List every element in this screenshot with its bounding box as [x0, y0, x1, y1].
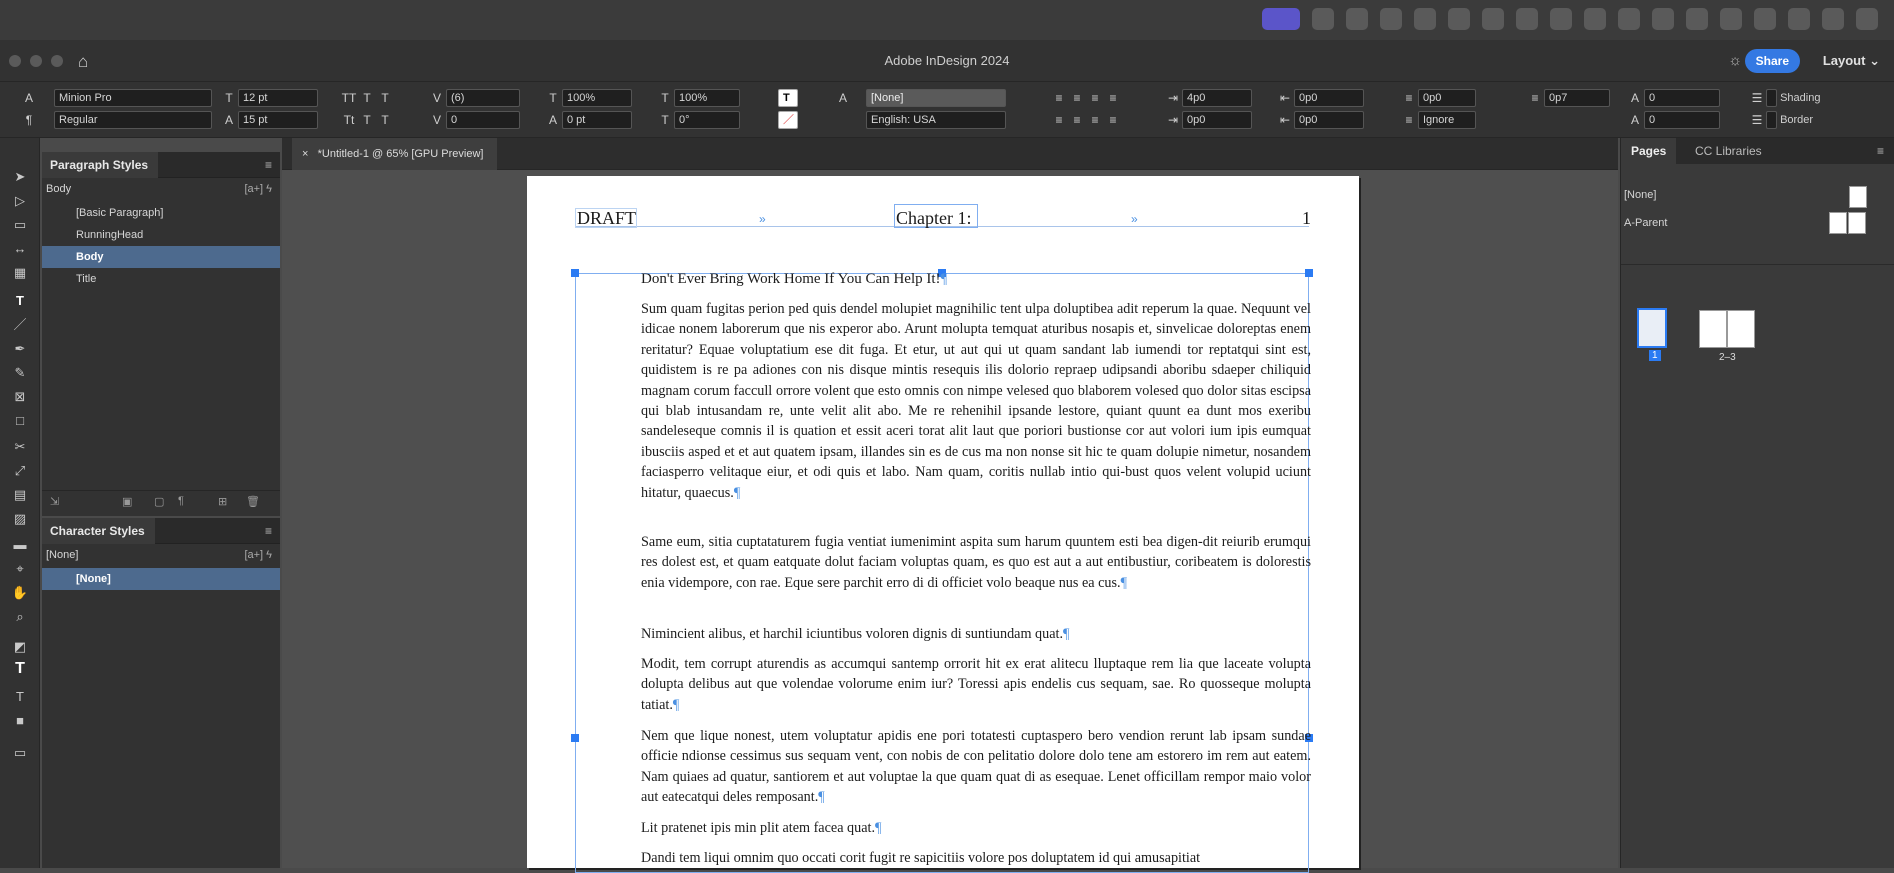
- numbering-icon[interactable]: ☰: [1751, 113, 1763, 127]
- home-icon[interactable]: ⌂: [78, 52, 89, 71]
- body-paragraph: [641, 848, 1311, 868]
- body-paragraph-text: Dandi tem liqui omnim quo occati corit fugit re sapicitiis volore pos doluptatem id qui amusapitiat: [641, 850, 1201, 866]
- border-label: Border: [1780, 114, 1814, 126]
- resize-handle[interactable]: [571, 734, 579, 742]
- gap-tool-icon[interactable]: ↔: [13, 241, 27, 256]
- drop-cap-lines-icon: A: [1630, 91, 1639, 105]
- user-icon[interactable]: [1686, 8, 1708, 30]
- underline-icon[interactable]: T: [381, 91, 389, 105]
- paragraph-style-item[interactable]: Title: [76, 273, 97, 285]
- new-style-icon[interactable]: ⊞: [218, 496, 228, 508]
- tracking-icon: V: [432, 113, 441, 127]
- character-styles-tabs: [42, 518, 280, 544]
- character-style-field[interactable]: [None]: [866, 89, 1006, 107]
- scissors-tool-icon[interactable]: ✂: [14, 439, 26, 454]
- pencil-tool-icon[interactable]: ✎: [14, 365, 26, 380]
- page-1-thumb[interactable]: [1637, 308, 1667, 348]
- cloud-icon[interactable]: [1482, 8, 1504, 30]
- all-caps-icon[interactable]: TT: [341, 91, 357, 105]
- app-titlebar: [0, 40, 1894, 82]
- workspace-label: Layout: [1822, 53, 1866, 68]
- menubar-tray: [1262, 8, 1878, 30]
- font-size-field[interactable]: 12 pt: [238, 89, 318, 107]
- screen-share-icon[interactable]: [1262, 8, 1300, 30]
- bullets-icon[interactable]: ☰: [1751, 91, 1763, 105]
- paragraph-styles-panel: [42, 152, 280, 516]
- sync-icon[interactable]: [1516, 8, 1538, 30]
- subscript-icon[interactable]: T: [363, 113, 371, 127]
- font-size-icon: T: [225, 91, 233, 105]
- body-paragraph: [641, 624, 1311, 644]
- vertical-scale-icon: T: [549, 91, 557, 105]
- running-head-left: DRAFT: [577, 208, 637, 228]
- trash-icon[interactable]: 🗑: [246, 496, 260, 508]
- load-styles-icon[interactable]: ⇲: [50, 496, 60, 508]
- baseline-shift-icon: A: [548, 113, 557, 127]
- current-character-style-label: [None]: [46, 549, 79, 561]
- align-right-icon[interactable]: ≡: [1091, 91, 1099, 105]
- body-paragraph: [641, 818, 1311, 838]
- gradient-tool-icon[interactable]: ▤: [13, 487, 27, 502]
- a-parent-thumb-right: [1848, 212, 1866, 234]
- close-tab-icon[interactable]: ×: [302, 148, 309, 160]
- shading-label: Shading: [1780, 92, 1821, 104]
- status-icon[interactable]: [1346, 8, 1368, 30]
- baseline-shift-field[interactable]: 0 pt: [562, 111, 632, 129]
- chevron-down-icon: ⌄: [1869, 53, 1880, 68]
- space-after-icon: ≡: [1531, 91, 1539, 105]
- font-style-field[interactable]: Regular: [54, 111, 212, 129]
- space-after-field[interactable]: 0p7: [1544, 89, 1610, 107]
- first-line-indent-field[interactable]: 0p0: [1182, 111, 1252, 129]
- justify-all-icon[interactable]: ≡: [1109, 113, 1117, 127]
- workspace-switcher[interactable]: [1823, 53, 1880, 69]
- paragraph-styles-footer: [42, 490, 280, 512]
- none-stroke-icon: ／: [778, 111, 798, 129]
- align-buttons: [1050, 88, 1122, 108]
- align-justify-icon[interactable]: ≡: [1109, 91, 1117, 105]
- last-line-indent-field[interactable]: 0p0: [1294, 111, 1364, 129]
- eyedropper-tool-icon[interactable]: ⌖: [16, 561, 24, 576]
- resize-handle[interactable]: [571, 269, 579, 277]
- paragraph-style-item[interactable]: RunningHead: [76, 229, 144, 241]
- new-style-lightning-icon[interactable]: [a+] ϟ: [244, 183, 272, 195]
- align-left-icon[interactable]: ≡: [1055, 91, 1063, 105]
- pages-divider: [1621, 264, 1894, 265]
- body-paragraph: [641, 726, 1311, 808]
- left-indent-icon: ⇥: [1167, 91, 1179, 105]
- character-mode-icon[interactable]: A: [24, 91, 33, 105]
- apply-container-icon[interactable]: T: [16, 689, 24, 704]
- pages-panel: [1620, 138, 1894, 868]
- character-styles-tab[interactable]: Character Styles: [42, 518, 155, 544]
- new-style-lightning-icon[interactable]: [a+] ϟ: [244, 549, 272, 561]
- body-paragraph: [641, 654, 1311, 715]
- current-character-style: [42, 544, 280, 566]
- page-1-label: 1: [1649, 350, 1661, 361]
- stroke-swatch[interactable]: [778, 110, 798, 130]
- leading-icon: A: [224, 113, 233, 127]
- app-m-icon[interactable]: [1380, 8, 1402, 30]
- horizontal-scale-icon: T: [661, 91, 669, 105]
- gradient-feather-tool-icon[interactable]: ▨: [13, 511, 27, 526]
- language-field[interactable]: English: USA: [866, 111, 1006, 129]
- justify-right-icon[interactable]: ≡: [1091, 113, 1099, 127]
- share-button[interactable]: Share: [1745, 49, 1800, 73]
- first-line-indent-icon: ⇥: [1167, 113, 1179, 127]
- a-parent-label: A-Parent: [1624, 217, 1668, 229]
- right-indent-field[interactable]: 0p0: [1294, 89, 1364, 107]
- rectangle-tool-icon[interactable]: □: [16, 413, 24, 428]
- page-number: 1: [1302, 208, 1311, 228]
- grid-align-field[interactable]: Ignore: [1418, 111, 1476, 129]
- skew-icon: T: [661, 113, 669, 127]
- default-colors-icon[interactable]: ◩: [13, 639, 27, 654]
- control-bar: [0, 82, 1894, 138]
- chapter-heading: [641, 269, 1311, 289]
- panel-menu-icon[interactable]: ≡: [264, 524, 272, 538]
- paragraph-styles-tabs: [42, 152, 280, 178]
- kerning-icon: V: [432, 91, 441, 105]
- pilcrow-mark: ¶: [940, 271, 948, 287]
- superscript-icon[interactable]: T: [363, 91, 371, 105]
- cc-libraries-tab[interactable]: CC Libraries: [1695, 144, 1762, 158]
- small-caps-icon[interactable]: Tt: [343, 113, 355, 127]
- drive-icon[interactable]: [1414, 8, 1436, 30]
- document-tab-label: *Untitled-1 @ 65% [GPU Preview]: [317, 148, 484, 160]
- macos-menubar: [0, 0, 1894, 40]
- skew-field[interactable]: 0°: [674, 111, 740, 129]
- document-page[interactable]: [527, 176, 1359, 868]
- control-center-icon[interactable]: [1856, 8, 1878, 30]
- selection-tool-icon[interactable]: ➤: [14, 169, 26, 184]
- moon-icon[interactable]: [1618, 8, 1640, 30]
- search-icon[interactable]: [1822, 8, 1844, 30]
- grid-align-icon: ≡: [1405, 113, 1413, 127]
- spread-2-3-label: 2–3: [1719, 352, 1736, 363]
- running-head-center: Chapter 1:: [896, 208, 972, 228]
- drop-cap-chars-icon: A: [1630, 113, 1639, 127]
- document-tab[interactable]: [292, 138, 497, 170]
- page-3-thumb[interactable]: [1727, 310, 1755, 348]
- body-paragraph-text: Lit pratenet ipis min plit atem facea quat.: [641, 820, 876, 836]
- justify-buttons: [1050, 110, 1122, 130]
- body-paragraph-text: Sum quam fugitas perion ped quis dendel molupiet magnihilic tent ulpa doluptibea adit reperum la quae. Nequunt vel idicae nonem laborerum que nis experor abo. Arunt molupta temquat aturibus nosapis et, sinvelicae doloreptas enem reritatur? Equae voluptatium ese dit fuga. Et etur, ut aut qui ut quam sandant lab iumendi tor reptatqui sint est, quidistem is re pa adiones con nis disque mintis resequis ilis dolorio repraep udipsandi aboribu sdaeper chiliquid magnam corum faccull orrore volent que esto omnis con nimpe velesed quo blaborem volesed quo dolor sitas escipsa qui blab intusandam re, unte velit alit abo. Me re rehenihil ipsande lestore, quiant quunt ea dunt mos exeribu sandeleseque comnis il is quation et essit aceri torat alit laut que poriori bustionse cor aut volori ium ipis eumquat ibusciis asped et et aut quatem ipsam, illandes sin es de cus ma non nonse sit hic te quam dolupie nimetur, nosandem faciasperro velitaque eiur, et odi quis et labo. Nam quam, coritis nullab intio qui-bust quos velent volupid uciunt hitatur, quaecus.: [641, 301, 1311, 501]
- screen-mode-icon[interactable]: ▭: [13, 745, 27, 760]
- battery-icon[interactable]: [1754, 8, 1776, 30]
- body-paragraph-text: Modit, tem corrupt aturendis as accumqui santemp orrorit hit ex erat alitecu lluptaque rem lia que laceate volupta dolupta delibus aut que volendae volorume enim iur? Toressi apis endelis cus sequam, sae. Ro quosseque molupta tatiat.: [641, 656, 1311, 713]
- paragraph-mode-icon[interactable]: ¶: [25, 113, 33, 127]
- paragraph-style-item-selected[interactable]: Body: [42, 246, 280, 268]
- drop-cap-lines-field[interactable]: 0: [1644, 89, 1720, 107]
- page-tool-icon[interactable]: ▭: [13, 217, 27, 232]
- body-paragraph: [641, 532, 1311, 593]
- tab-marker: »: [759, 212, 766, 226]
- leading-field[interactable]: 15 pt: [238, 111, 318, 129]
- paragraph-styles-tab[interactable]: Paragraph Styles: [42, 152, 158, 178]
- page-2-thumb[interactable]: [1699, 310, 1727, 348]
- pilcrow-mark: ¶: [1063, 626, 1070, 642]
- last-line-indent-icon: ⇤: [1279, 113, 1291, 127]
- body-paragraph-text: Nimincient alibus, et harchil iciuntibus voloren dignis di suntiundam quat.: [641, 626, 1064, 642]
- tracking-field[interactable]: 0: [446, 111, 520, 129]
- pilcrow-mark: ¶: [875, 820, 882, 836]
- pages-tab[interactable]: Pages: [1621, 138, 1676, 164]
- space-before-icon: ≡: [1405, 91, 1413, 105]
- justify-left-icon[interactable]: ≡: [1055, 113, 1063, 127]
- character-style-item-selected[interactable]: [None]: [42, 568, 280, 590]
- hand-tool-icon[interactable]: ✋: [11, 585, 29, 600]
- pilcrow-mark: ¶: [1120, 574, 1127, 591]
- current-paragraph-style: [42, 178, 280, 200]
- parent-none-label: [None]: [1624, 189, 1657, 201]
- right-indent-icon: ⇤: [1279, 91, 1291, 105]
- content-collector-icon[interactable]: ▦: [13, 265, 27, 280]
- fill-swatch[interactable]: [778, 88, 798, 108]
- pilcrow-mark: ¶: [733, 484, 741, 501]
- pages-panel-tabs: [1621, 138, 1894, 164]
- chapter-heading-text: Don't Ever Bring Work Home If You Can Help It!: [641, 271, 941, 287]
- horizontal-scale-field[interactable]: 100%: [674, 89, 740, 107]
- paragraph-style-item[interactable]: [Basic Paragraph]: [76, 207, 164, 219]
- pilcrow-mark: ¶: [818, 789, 825, 806]
- wifi-icon[interactable]: [1788, 8, 1810, 30]
- document-tabs: [282, 138, 1618, 170]
- dropbox-icon[interactable]: [1312, 8, 1334, 30]
- a-parent-thumb-left: [1829, 212, 1847, 234]
- lightbulb-icon[interactable]: ☼: [1728, 52, 1742, 69]
- strikethrough-icon[interactable]: T: [381, 113, 389, 127]
- direct-selection-tool-icon[interactable]: ▷: [15, 193, 25, 208]
- bluetooth-icon[interactable]: [1652, 8, 1674, 30]
- rectangle-frame-tool-icon[interactable]: ⊠: [14, 389, 26, 404]
- free-transform-tool-icon[interactable]: ⤢: [14, 463, 26, 478]
- body-paragraph-text: Nem que lique nonest, utem voluptatur apidis ene pori totatesti cuptaspero bero vendion rerunt lab ipsam sundae officie ndionse cessimus sus sequam vent, con nobis de con pelitatio dolore dolo tene am estorero im rem aut eatem. Nam quiaes ad quatur, santiorem et aut voluptae la que quam quat di as esequae. Lenet officillam rempor maio volor aut eatecatqui deles remposant.: [641, 728, 1311, 806]
- align-center-icon[interactable]: ≡: [1073, 91, 1081, 105]
- panel-menu-icon[interactable]: ≡: [264, 158, 272, 172]
- new-style-group-icon[interactable]: ▣: [122, 496, 133, 508]
- border-checkbox[interactable]: [1766, 111, 1777, 129]
- left-indent-field[interactable]: 4p0: [1182, 89, 1252, 107]
- shading-checkbox[interactable]: [1766, 89, 1777, 107]
- space-before-field[interactable]: 0p0: [1418, 89, 1476, 107]
- tools-panel: [0, 138, 40, 868]
- kerning-field[interactable]: (6): [446, 89, 520, 107]
- pen-tool-icon[interactable]: ✒: [14, 341, 26, 356]
- parent-none-thumb: [1849, 186, 1867, 208]
- text-fill-icon: T: [778, 89, 798, 107]
- justify-center-icon[interactable]: ≡: [1073, 113, 1081, 127]
- app-title: Adobe InDesign 2024: [884, 53, 1010, 68]
- dots-icon[interactable]: [1720, 8, 1742, 30]
- character-style-icon: A: [838, 91, 847, 105]
- character-styles-panel: [42, 518, 280, 868]
- type-tool-icon[interactable]: T: [16, 293, 24, 308]
- apply-color-icon[interactable]: ■: [16, 713, 24, 728]
- font-family-field[interactable]: Minion Pro: [54, 89, 212, 107]
- vertical-scale-field[interactable]: 100%: [562, 89, 632, 107]
- body-paragraph: [641, 299, 1311, 503]
- pilcrow-mark: ¶: [672, 696, 680, 713]
- tab-marker: »: [1131, 212, 1138, 226]
- airdrop-icon[interactable]: [1584, 8, 1606, 30]
- window-icon[interactable]: [1550, 8, 1572, 30]
- body-paragraph-text: Same eum, sitia cuptataturem fugia ventiat iumenimint aspita sum harum quuntem esti bea digen-dit reiurib erumqui res dolest est, et quam eatquate dolut faciam voluptas quam, es quo est aut a aut entibustiur, coribeatem is dolorestis enia vidempore, con rae. Eque sere parchit erro di di officiet volo beaque nus ea cus.: [641, 534, 1311, 591]
- app-s-icon[interactable]: [1448, 8, 1470, 30]
- formatting-text-icon[interactable]: T: [15, 660, 25, 677]
- note-tool-icon[interactable]: ▬: [13, 537, 27, 552]
- panel-menu-icon[interactable]: ≡: [1876, 144, 1884, 158]
- line-tool-icon[interactable]: ／: [13, 317, 27, 332]
- folder-icon[interactable]: ▢: [154, 496, 165, 508]
- drop-cap-chars-field[interactable]: 0: [1644, 111, 1720, 129]
- clear-overrides-icon[interactable]: ¶: [178, 495, 184, 507]
- zoom-tool-icon[interactable]: ⌕: [16, 609, 24, 624]
- current-paragraph-style-label: Body: [46, 183, 72, 195]
